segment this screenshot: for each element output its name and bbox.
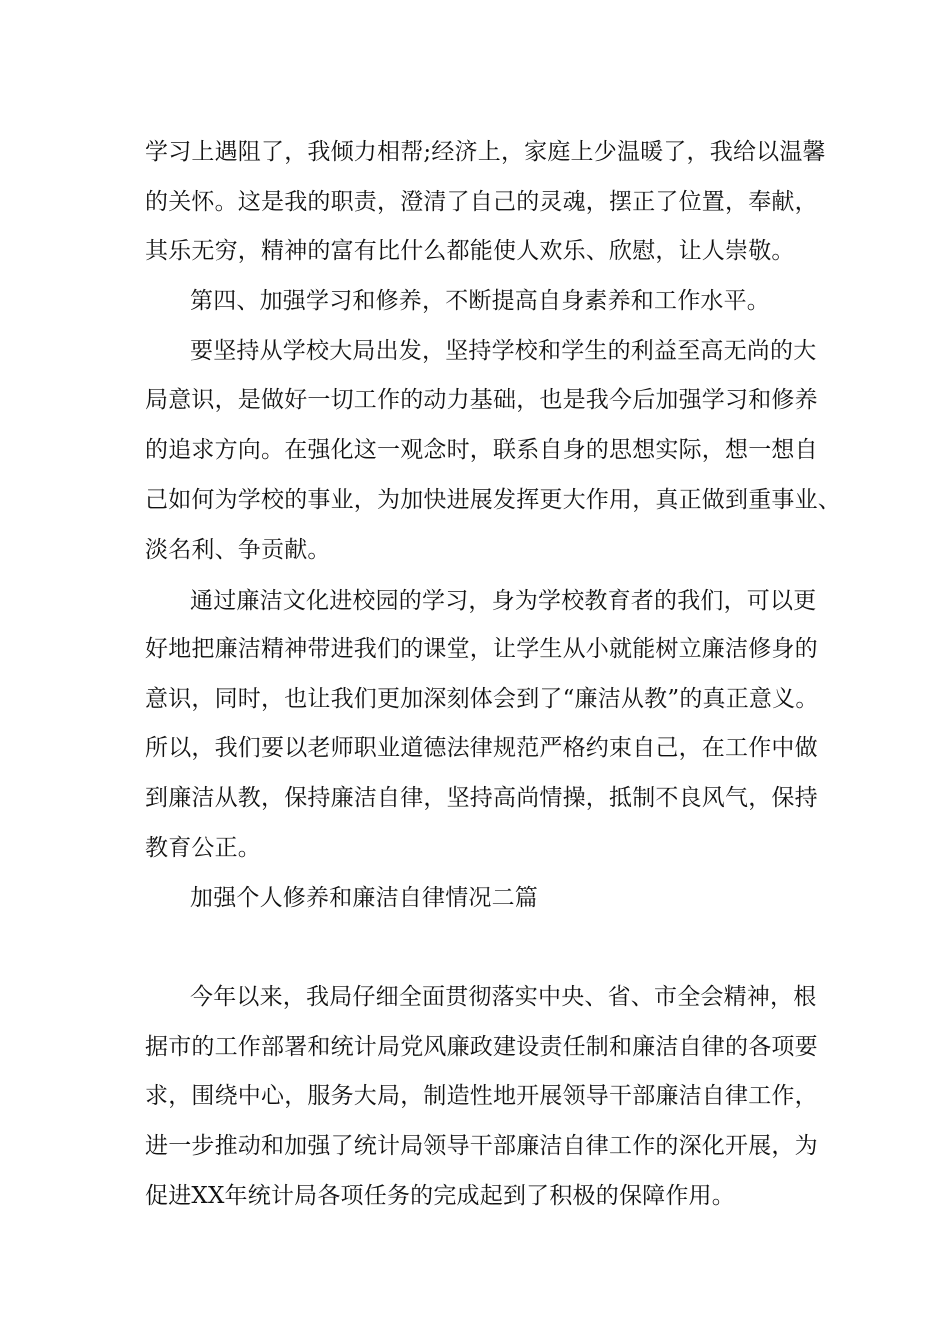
text-line: 学习上遇阻了，我倾力相帮;经济上，家庭上少温暖了，我给以温馨 xyxy=(145,139,826,165)
text-line: 要坚持从学校大局出发，坚持学校和学生的利益至高无尚的大 xyxy=(190,338,817,364)
text-line: 的追求方向。在强化这一观念时，联系自身的思想实际，想一想自 xyxy=(145,437,818,463)
text-line: 通过廉洁文化进校园的学习，身为学校教育者的我们，可以更 xyxy=(190,588,817,614)
text-line: 其乐无穷，精神的富有比什么都能使人欢乐、欣慰，让人崇敬。 xyxy=(145,238,795,264)
text-line: 好地把廉洁精神带进我们的课堂，让学生从小就能树立廉洁修身的 xyxy=(145,636,818,662)
text-line: 局意识，是做好一切工作的动力基础，也是我今后加强学习和修养 xyxy=(145,387,818,413)
text-line: 到廉洁从教，保持廉洁自律，坚持高尚情操，抵制不良风气，保持 xyxy=(145,785,818,811)
text-line: 所以，我们要以老师职业道德法律规范严格约束自己，在工作中做 xyxy=(145,735,818,761)
text-line: 促进XX年统计局各项任务的完成起到了积极的保障作用。 xyxy=(145,1183,735,1209)
text-line: 进一步推动和加强了统计局领导干部廉洁自律工作的深化开展，为 xyxy=(145,1133,818,1159)
text-line: 据市的工作部署和统计局党风廉政建设责任制和廉洁自律的各项要 xyxy=(145,1034,818,1060)
section-title: 加强个人修养和廉洁自律情况二篇 xyxy=(190,885,538,911)
text-line: 的关怀。这是我的职责，澄清了自己的灵魂，摆正了位置，奉献， xyxy=(145,189,818,215)
text-line: 意识，同时，也让我们更加深刻体会到了“廉洁从教”的真正意义。 xyxy=(145,686,819,712)
text-line: 淡名利、争贡献。 xyxy=(145,537,331,563)
text-line: 己如何为学校的事业，为加快进展发挥更大作用，真正做到重事业、 xyxy=(145,487,841,513)
text-line: 教育公正。 xyxy=(145,835,261,861)
section-heading: 第四、加强学习和修养，不断提高自身素养和工作水平。 xyxy=(190,288,770,314)
text-line: 求，围绕中心，服务大局，制造性地开展领导干部廉洁自律工作， xyxy=(145,1083,818,1109)
text-line: 今年以来，我局仔细全面贯彻落实中央、省、市全会精神，根 xyxy=(190,984,817,1010)
